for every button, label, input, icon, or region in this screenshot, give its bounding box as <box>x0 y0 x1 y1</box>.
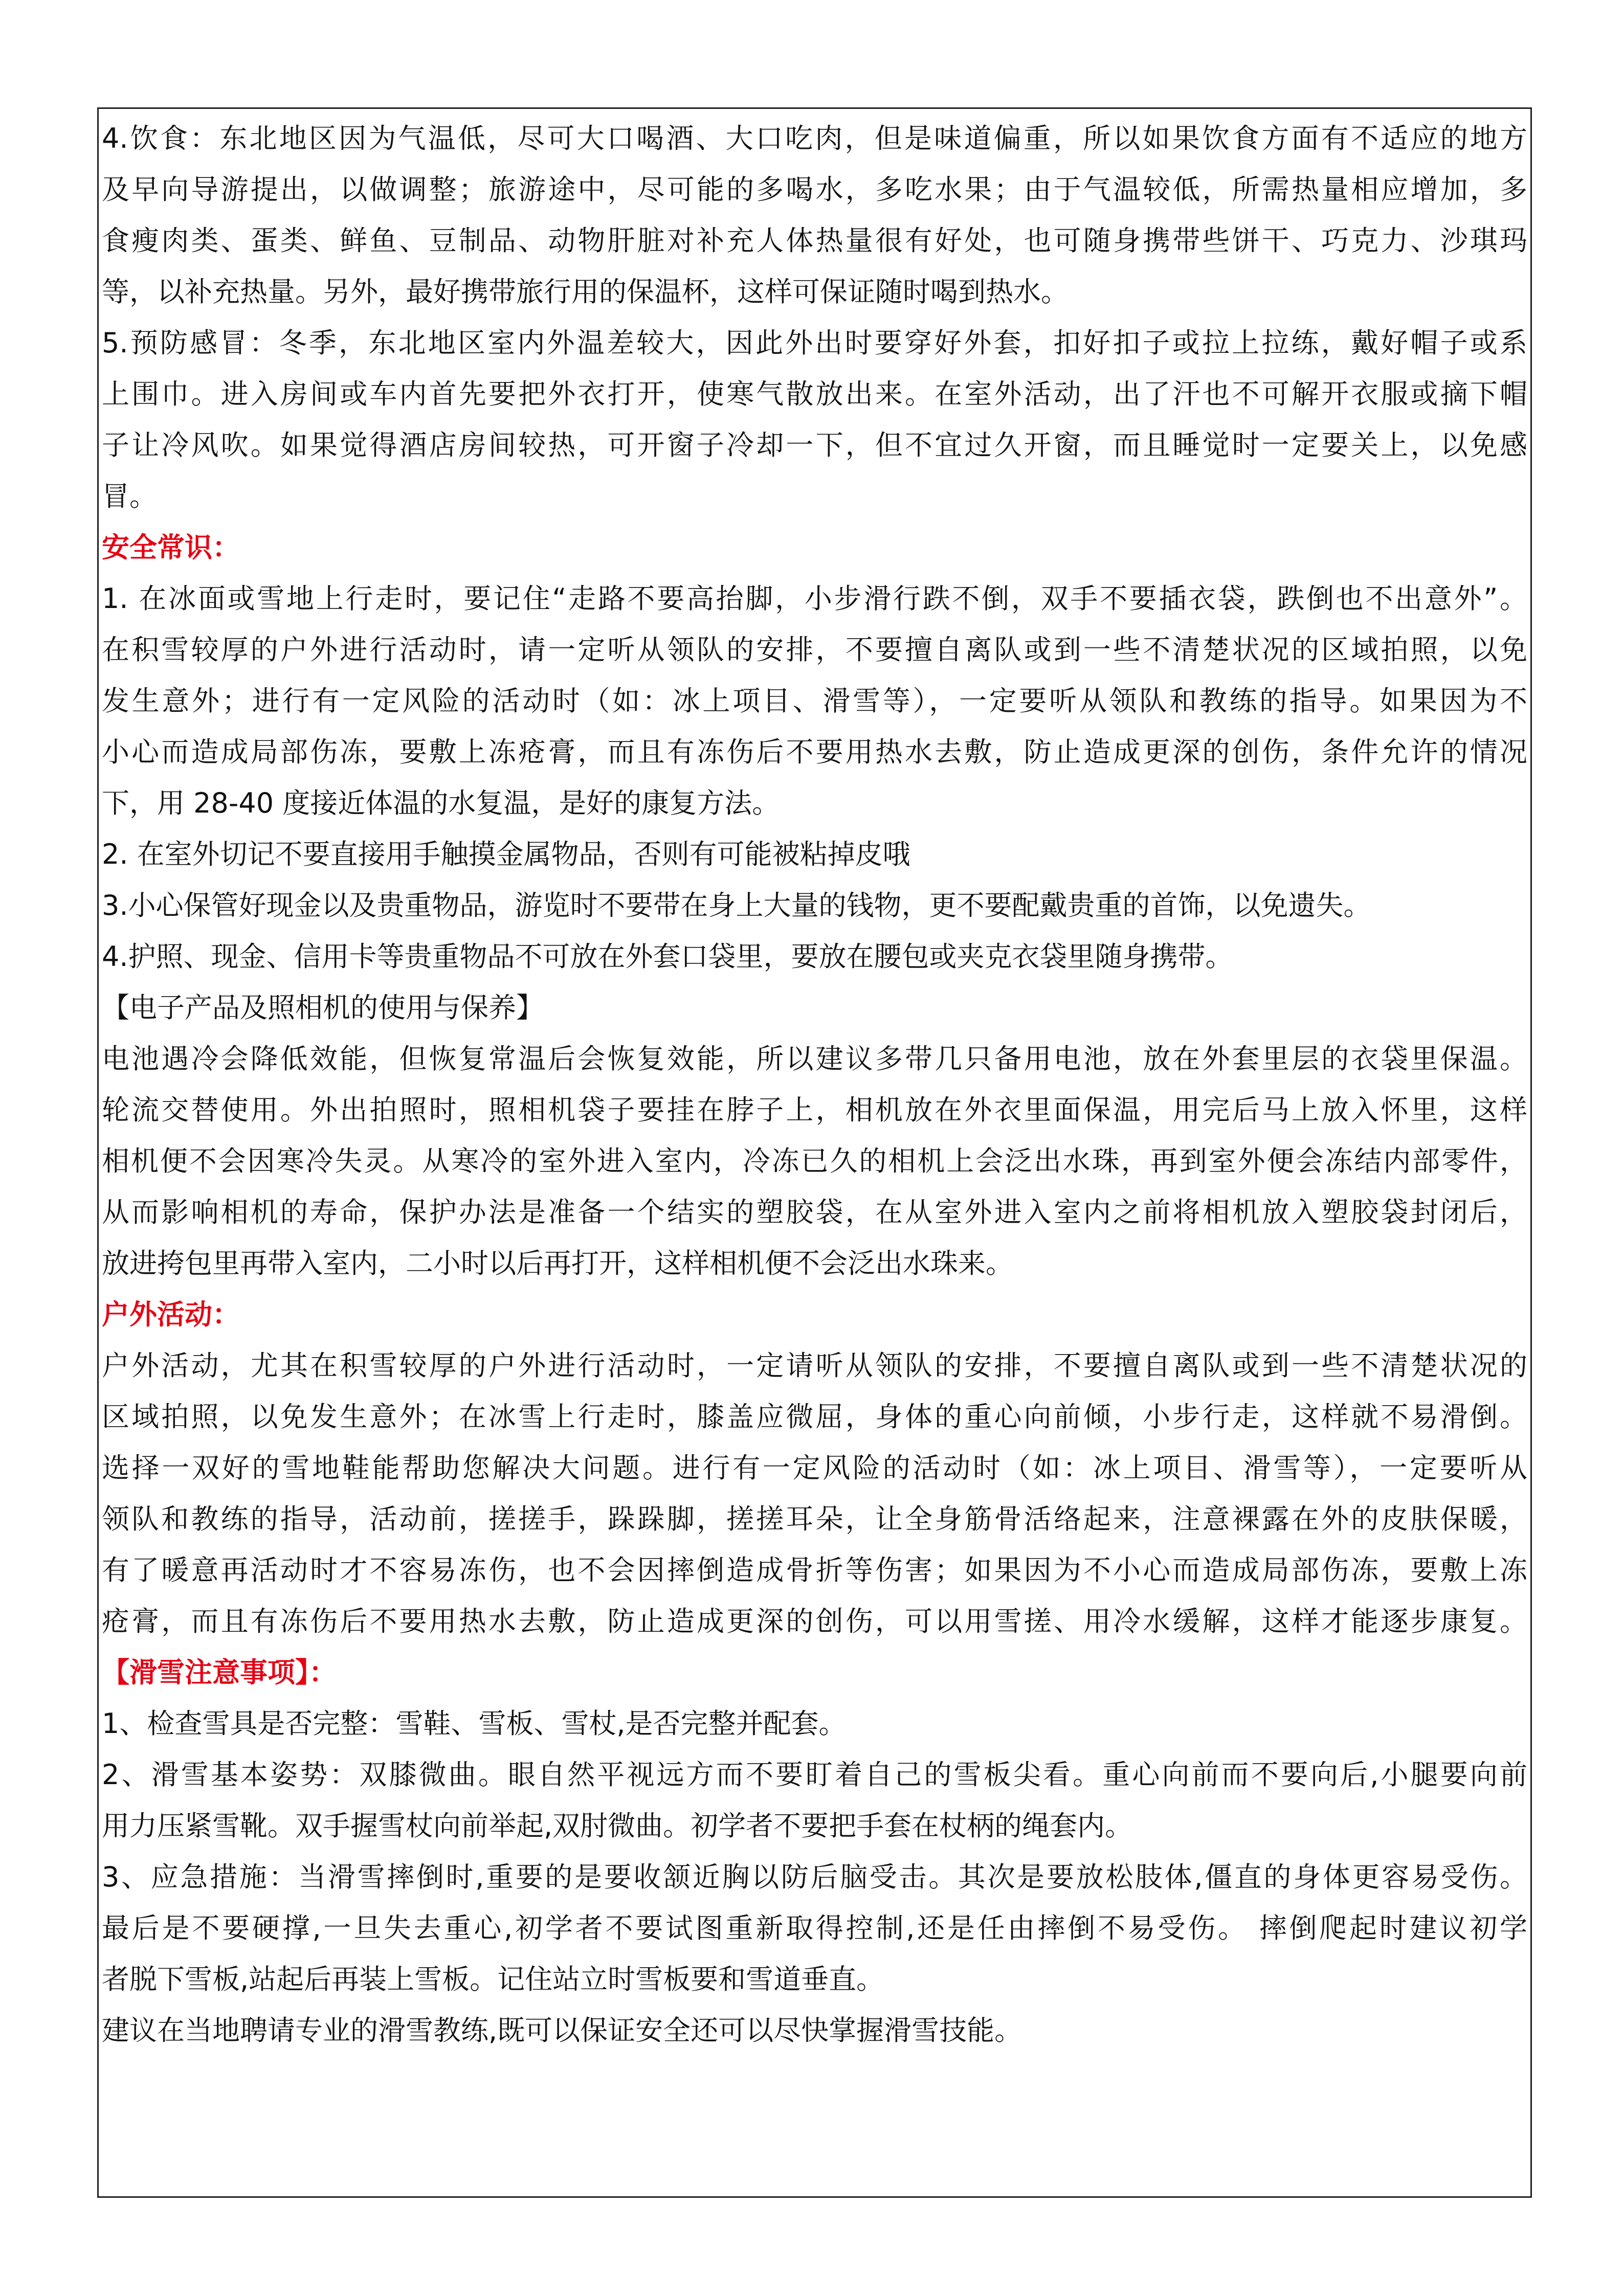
text-line: 者脱下雪板,站起后再装上雪板。记住站立时雪板要和雪道垂直。 <box>102 1963 884 1995</box>
text-line: 从而影响相机的寿命，保护办法是准备一个结实的塑胶袋，在从室外进入室内之前将相机放入塑胶袋封闭后， <box>102 1196 1527 1228</box>
text-line: 相机便不会因寒冷失灵。从寒冷的室外进入室内，冷冻已久的相机上会泛出水珠，再到室外便会冻结内部零件， <box>102 1145 1527 1177</box>
text-line: 冒。 <box>102 480 157 512</box>
section-heading-safety: 安全常识： <box>102 531 240 564</box>
text-line: 疮膏，而且有冻伤后不要用热水去敷，防止造成更深的创伤，可以用雪搓、用冷水缓解，这样才能逐步康复。 <box>102 1605 1527 1637</box>
text-line: 3、应急措施：当滑雪摔倒时,重要的是要收颔近胸以防后脑受击。其次是要放松肢体,僵直的身体更容易受伤。 <box>102 1861 1527 1893</box>
text-line: 领队和教练的指导，活动前，搓搓手，跺跺脚，搓搓耳朵，让全身筋骨活络起来，注意裸露在外的皮肤保暖， <box>102 1503 1527 1535</box>
text-line: 选择一双好的雪地鞋能帮助您解决大问题。进行有一定风险的活动时（如：冰上项目、滑雪等），一定要听从 <box>102 1452 1527 1484</box>
text-line: 在积雪较厚的户外进行活动时，请一定听从领队的安排，不要擅自离队或到一些不清楚状况的区域拍照，以免 <box>102 634 1527 666</box>
text-line: 小心而造成局部伤冻，要敷上冻疮膏，而且有冻伤后不要用热水去敷，防止造成更深的创伤，条件允许的情况 <box>102 736 1527 768</box>
text-line: 2. 在室外切记不要直接用手触摸金属物品，否则有可能被粘掉皮哦 <box>102 838 910 870</box>
content-frame <box>97 107 1532 2198</box>
text-line: 及早向导游提出，以做调整；旅游途中，尽可能的多喝水，多吃水果；由于气温较低，所需热量相应增加，多 <box>102 173 1527 206</box>
text-line: 用力压紧雪靴。双手握雪杖向前举起,双肘微曲。初学者不要把手套在杖柄的绳套内。 <box>102 1810 1133 1842</box>
section-heading-skiing: 【滑雪注意事项】： <box>102 1656 337 1689</box>
text-line: 有了暖意再活动时才不容易冻伤，也不会因摔倒造成骨折等伤害；如果因为不小心而造成局部伤冻，要敷上冻 <box>102 1554 1527 1586</box>
text-line: 电池遇冷会降低效能，但恢复常温后会恢复效能，所以建议多带几只备用电池，放在外套里层的衣袋里保温。 <box>102 1043 1527 1075</box>
text-line: 等，以补充热量。另外，最好携带旅行用的保温杯，这样可保证随时喝到热水。 <box>102 276 1069 308</box>
text-line: 食瘦肉类、蛋类、鲜鱼、豆制品、动物肝脏对补充人体热量很有好处，也可随身携带些饼干、巧克力、沙琪玛 <box>102 224 1527 257</box>
text-line: 区域拍照，以免发生意外；在冰雪上行走时，膝盖应微屈，身体的重心向前倾，小步行走，这样就不易滑倒。 <box>102 1401 1527 1433</box>
text-line: 3.小心保管好现金以及贵重物品，游览时不要带在身上大量的钱物，更不要配戴贵重的首饰，以免遗失。 <box>102 889 1371 921</box>
section-title-electronics: 【电子产品及照相机的使用与保养】 <box>102 992 544 1024</box>
text-line: 5.预防感冒：冬季，东北地区室内外温差较大，因此外出时要穿好外套，扣好扣子或拉上拉练，戴好帽子或系 <box>102 327 1527 359</box>
text-line: 发生意外；进行有一定风险的活动时（如：冰上项目、滑雪等），一定要听从领队和教练的指导。如果因为不 <box>102 685 1527 717</box>
text-line: 1. 在冰面或雪地上行走时，要记住“走路不要高抬脚，小步滑行跌不倒，双手不要插衣袋，跌倒也不出意外”。 <box>102 582 1527 615</box>
text-line: 子让冷风吹。如果觉得酒店房间较热，可开窗子冷却一下，但不宜过久开窗，而且睡觉时一定要关上，以免感 <box>102 429 1527 461</box>
text-line: 下，用 28-40 度接近体温的水复温，是好的康复方法。 <box>102 787 780 819</box>
text-line: 上围巾。进入房间或车内首先要把外衣打开，使寒气散放出来。在室外活动，出了汗也不可解开衣服或摘下帽 <box>102 378 1527 410</box>
text-line: 4.饮食：东北地区因为气温低，尽可大口喝酒、大口吃肉，但是味道偏重，所以如果饮食方面有不适应的地方 <box>102 122 1527 154</box>
text-line: 轮流交替使用。外出拍照时，照相机袋子要挂在脖子上，相机放在外衣里面保温，用完后马上放入怀里，这样 <box>102 1094 1527 1126</box>
text-line: 最后是不要硬撑,一旦失去重心,初学者不要试图重新取得控制,还是任由摔倒不易受伤。 摔倒爬起时建议初学 <box>102 1912 1527 1944</box>
text-line: 2、滑雪基本姿势：双膝微曲。眼自然平视远方而不要盯着自己的雪板尖看。重心向前而不要向后,小腿要向前 <box>102 1759 1527 1791</box>
text-line: 建议在当地聘请专业的滑雪教练,既可以保证安全还可以尽快掌握滑雪技能。 <box>102 2014 1022 2046</box>
section-heading-outdoor: 户外活动： <box>102 1298 240 1331</box>
text-line: 户外活动，尤其在积雪较厚的户外进行活动时，一定请听从领队的安排，不要擅自离队或到一些不清楚状况的 <box>102 1349 1527 1382</box>
text-line: 4.护照、现金、信用卡等贵重物品不可放在外套口袋里，要放在腰包或夹克衣袋里随身携带。 <box>102 940 1233 973</box>
text-line: 1、检查雪具是否完整：雪鞋、雪板、雪杖,是否完整并配套。 <box>102 1707 847 1740</box>
text-line: 放进挎包里再带入室内，二小时以后再打开，这样相机便不会泛出水珠来。 <box>102 1247 1013 1279</box>
